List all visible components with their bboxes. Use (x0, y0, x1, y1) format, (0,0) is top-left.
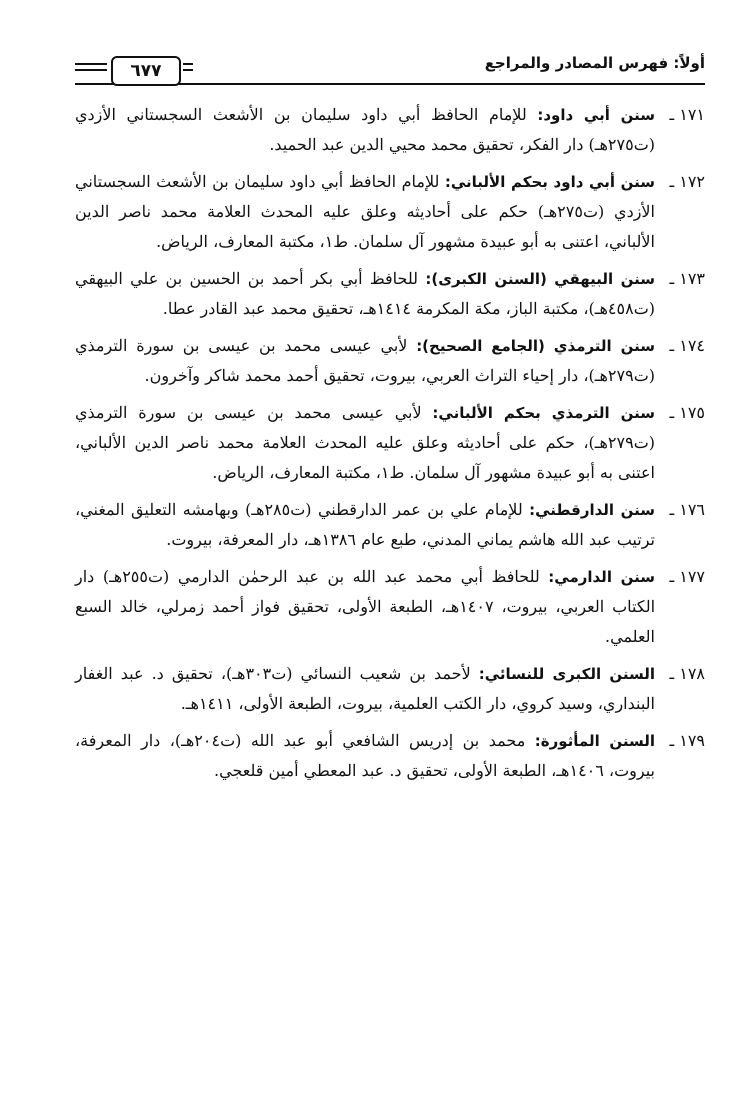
entry-title: سنن الدارقطني: (529, 501, 656, 519)
entry-number: ١٧١ ـ (669, 105, 705, 124)
bibliography-entry (75, 726, 705, 786)
entry-text: لأبي عيسى محمد بن عيسى بن سورة الترمذي (ت٢٧٩هـ)، دار إحياء التراث العربي، بيروت، تحقيق أحمد محمد شاكر وآخرون. (75, 336, 655, 385)
entry-text: للإمام الحافظ أبي داود سليمان بن الأشعث السجستاني الأزدي (ت٢٧٥هـ) حكم على أحاديثه وعلق عليه المحدث العلامة محمد ناصر الدين الألباني، اعتنى به أبو عبيدة مشهور آل سلمان. ط١، مكتبة المعارف، الرياض. (75, 172, 656, 251)
entry-text: للإمام الحافظ أبي داود سليمان بن الأشعث السجستاني الأزدي (ت٢٧٥هـ) دار الفكر، تحقيق محمد محيي الدين عبد الحميد. (75, 105, 655, 154)
entry-title: سنن الدارمي: (548, 568, 656, 586)
entry-text: محمد بن إدريس الشافعي أبو عبد الله (ت٢٠٤هـ)، دار المعرفة، بيروت، ١٤٠٦هـ، الطبعة الأولى، تحقيق د. عبد المعطي أمين قلعجي. (75, 731, 655, 780)
bibliography-entry (75, 659, 705, 719)
bibliography-entry (75, 264, 705, 324)
bibliography-entry (75, 167, 705, 257)
entry-text: لأبي عيسى محمد بن عيسى بن سورة الترمذي (ت٢٧٩هـ)، حكم على أحاديثه وعلق عليه المحدث العلامة محمد ناصر الدين الألباني، اعتنى به أبو عبيدة مشهور آل سلمان. ط١، مكتبة المعارف، الرياض. (75, 403, 655, 482)
bibliography-entry (75, 100, 705, 160)
header-title: أولاً: فهرس المصادر والمراجع (484, 54, 705, 72)
bibliography-entry (75, 562, 705, 652)
header-ornament-lines-right (183, 63, 193, 73)
header-ornament-lines-left (75, 63, 107, 73)
entry-title: سنن البيهقي (السنن الكبرى): (425, 270, 655, 288)
entry-title: السنن الكبرى للنسائي: (478, 665, 656, 683)
entry-number: ١٧٩ ـ (669, 731, 705, 750)
page-header (75, 50, 705, 90)
bibliography-entry (75, 331, 705, 391)
bibliography-entry (75, 495, 705, 555)
entry-text: للحافظ أبي بكر أحمد بن الحسين بن علي البيهقي (ت٤٥٨هـ)، مكتبة الباز، مكة المكرمة ١٤١٤هـ، تحقيق محمد عبد القادر عطا. (75, 269, 655, 318)
entry-text: لأحمد بن شعيب النسائي (ت٣٠٣هـ)، تحقيق د. عبد الغفار البنداري، وسيد كروي، دار الكتب العلمية، بيروت، الطبعة الأولى، ١٤١١هـ. (75, 664, 655, 713)
entry-number: ١٧٨ ـ (669, 664, 705, 683)
bibliography-list (75, 100, 705, 793)
entry-number: ١٧٦ ـ (669, 500, 705, 519)
page-number: ٦٧٧ (111, 56, 181, 86)
entry-number: ١٧٤ ـ (669, 336, 705, 355)
entry-text: للإمام علي بن عمر الدارقطني (ت٢٨٥هـ) وبهامشه التعليق المغني، ترتيب عبد الله هاشم يماني المدني، طبع عام ١٣٨٦هـ، دار المعرفة، بيروت. (75, 500, 655, 549)
entry-number: ١٧٧ ـ (669, 567, 705, 586)
entry-title: سنن أبي داود: (537, 106, 655, 124)
entry-text: للحافظ أبي محمد عبد الله بن عبد الرحمٰن الدارمي (ت٢٥٥هـ) دار الكتاب العربي، بيروت، ١٤٠٧هـ، الطبعة الأولى، تحقيق فواز أحمد زمرلي، خالد السبع العلمي. (75, 567, 656, 646)
bibliography-entry (75, 398, 705, 488)
entry-number: ١٧٢ ـ (669, 172, 705, 191)
entry-title: سنن أبي داود بحكم الألباني: (444, 173, 655, 191)
entry-title: سنن الترمذي (الجامع الصحيح): (416, 337, 655, 355)
entry-number: ١٧٣ ـ (669, 269, 705, 288)
entry-title: سنن الترمذي بحكم الألباني: (432, 404, 655, 422)
entry-number: ١٧٥ ـ (669, 403, 705, 422)
entry-title: السنن المأثورة: (534, 732, 656, 750)
